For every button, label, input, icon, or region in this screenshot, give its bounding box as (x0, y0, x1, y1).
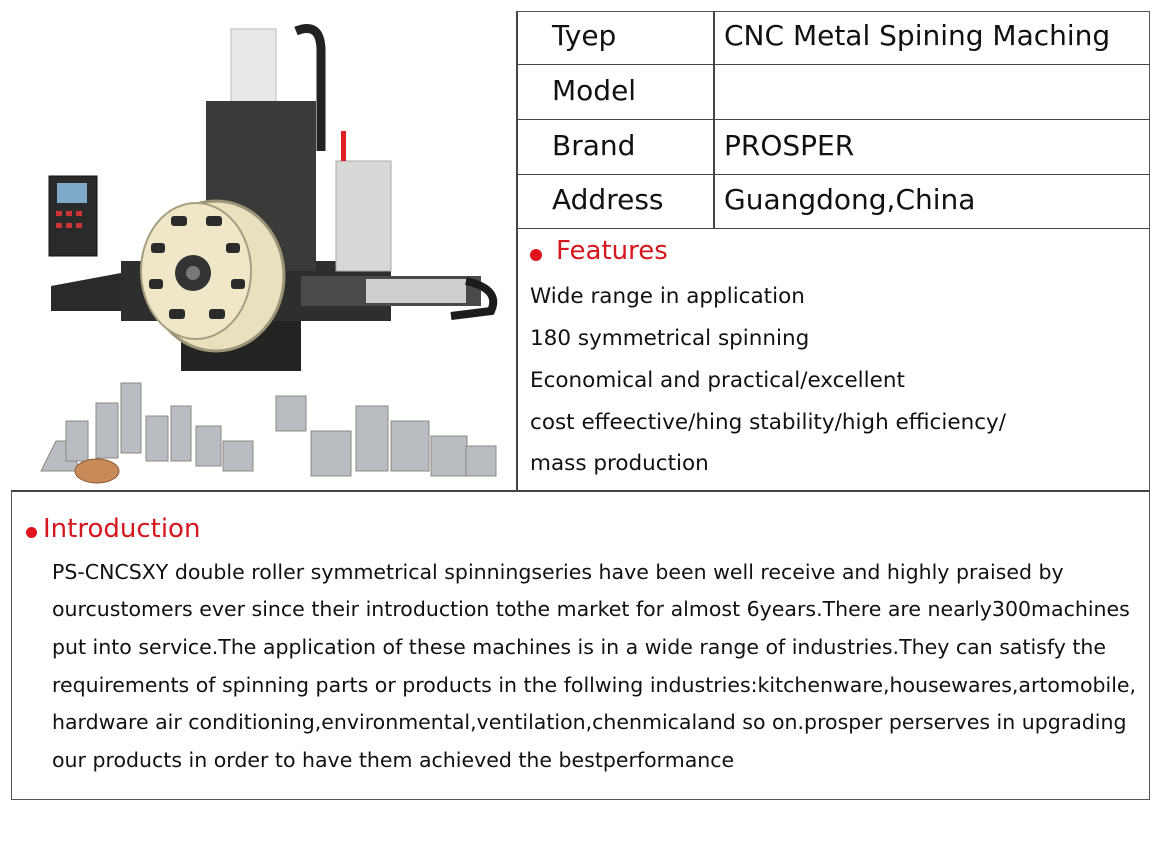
introduction-heading (26, 514, 200, 544)
features-title: Features (556, 236, 668, 266)
spec-value: Guangdong,China (724, 183, 976, 216)
feature-item: Economical and practical/excellent (530, 368, 905, 393)
spec-key: Address (552, 183, 664, 216)
machine-photo (11, 11, 516, 491)
red-bullet-icon (26, 527, 37, 538)
introduction-line: put into service.The application of these machines is in a wide range of industries.They can satisfy the (52, 635, 1106, 659)
introduction-title: Introduction (43, 514, 201, 544)
spec-key: Tyep (552, 19, 617, 52)
horizontal-divider (11, 490, 1150, 492)
spec-row-type (517, 11, 1150, 65)
feature-item: Wide range in application (530, 284, 805, 309)
introduction-line: requirements of spinning parts or products in the follwing industries:kitchenware,housewares,artomobile, (52, 673, 1137, 697)
introduction-line: PS-CNCSXY double roller symmetrical spinningseries have been well receive and highly praised by (52, 560, 1064, 584)
spec-table (517, 11, 1150, 229)
spec-row-model (517, 66, 1150, 120)
red-bullet-icon (530, 249, 542, 261)
spec-value: CNC Metal Spining Maching (724, 19, 1111, 52)
feature-item: 180 symmetrical spinning (530, 326, 810, 351)
spec-value: PROSPER (724, 129, 855, 162)
introduction-line: ourcustomers ever since their introduction tothe market for almost 6years.There are nearly300machines (52, 597, 1130, 621)
cnc-machine-illustration (11, 11, 516, 491)
feature-item: mass production (530, 451, 709, 476)
introduction-line: our products in order to have them achieved the bestperformance (52, 748, 735, 772)
spec-row-brand (517, 121, 1150, 175)
spec-key: Brand (552, 129, 636, 162)
feature-item: cost effeective/hing stability/high efficiency/ (530, 410, 1006, 435)
introduction-line: hardware air conditioning,environmental,ventilation,chenmicaland so on.prosper perserves in upgrading (52, 710, 1127, 734)
features-heading (530, 236, 668, 266)
spec-key: Model (552, 74, 637, 107)
spec-row-address (517, 175, 1150, 229)
